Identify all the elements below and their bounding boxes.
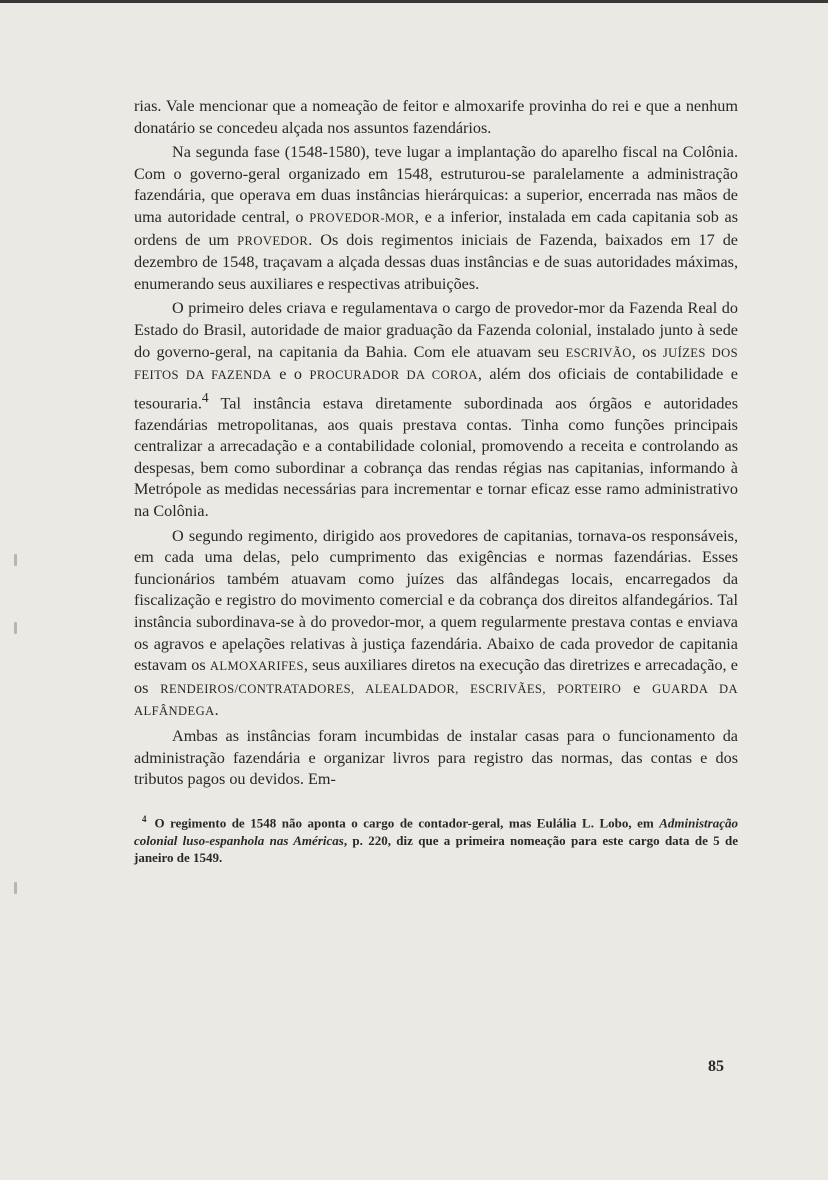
cited-work-title: Administração colonial luso-espanhola nas Américas — [134, 815, 738, 848]
scan-margin-mark — [14, 882, 17, 894]
scan-top-edge — [0, 0, 828, 3]
term-escrivao: ESCRIVÃO — [565, 345, 632, 360]
paragraph-2: Na segunda fase (1548-1580), teve lugar a implantação do aparelho fiscal na Colônia. Com o governo-geral organizado em 1548, estruturou-se paralelamente a administração fazendária, que operava em duas instâncias hierárquicas: a superior, encerrada nas mãos de uma autoridade central, o PROVEDOR-MOR, e a inferior, instalada em cada capitania sob as ordens de um PROVEDOR. Os dois regimentos iniciais de Fazenda, baixados em 17 de dezembro de 1548, traçavam a alçada dessas duas instâncias e de suas autoridades máximas, enumerando seus auxiliares e respectivas atribuições. — [134, 143, 739, 293]
footnote-marker: 4 — [142, 813, 147, 824]
term-provedor: PROVEDOR — [237, 233, 309, 248]
footnote: $^4$ O regimento de 1548 não aponta o cargo de contador-geral, mas Eulália L. Lobo, em Administração colonial luso-espanhola nas Américas, p. 220, diz que a primeira nomeação para este cargo data de 5 de janeiro de 1549. — [134, 813, 739, 866]
term-almoxarifes: ALMOXARIFES — [209, 659, 304, 674]
page-number: 85 — [708, 1058, 724, 1075]
footnote-reference: 4 — [201, 389, 209, 405]
term-provedor-mor: PROVEDOR-MOR — [309, 210, 415, 225]
scan-margin-mark — [14, 554, 17, 566]
paragraph-1: rias. Vale mencionar que a nomeação de feitor e almoxarife provinha do rei e que a nenhum donatário se concedeu alçada nos assuntos fazendários. — [134, 97, 738, 137]
term-rendeiros-contratadores: RENDEIROS/CONTRATADORES, ALEALDADOR, ESCRIVÃES, PORTEIRO — [160, 681, 622, 696]
paragraph-4: O segundo regimento, dirigido aos provedores de capitanias, tornava-os responsáveis, em cada uma delas, pelo cumprimento das exigências e normas fazendárias. Esses funcionários também atuavam como juízes das alfândegas locais, encarregados da fiscalização e registro do movimento comercial e da cobrança dos direitos alfandegários. Tal instância subordinava-se à do provedor-mor, a quem regularmente prestava contas e enviava os agravos e apelações relativas à justiça fazendária. Abaixo de cada provedor de capitania estavam os ALMOXARIFES, seus auxiliares diretos na execução das diretrizes e arrecadação, e os RENDEIROS/CONTRATADORES, ALEALDADOR, ESCRIVÃES, PORTEIRO e GUARDA DA ALFÂNDEGA. — [134, 526, 738, 720]
scan-margin-mark — [14, 622, 17, 634]
paragraph-3: O primeiro deles criava e regulamentava o cargo de provedor-mor da Fazenda Real do Estado do Brasil, autoridade de maior graduação da Fazenda colonial, instalado junto à sede do governo-geral, na capitania da Bahia. Com ele atuavam seu ESCRIVÃO, os JUÍZES DOS FEITOS DA FAZENDA e o PROCURADOR DA COROA, além dos oficiais de contabilidade e tesouraria.$^4$ Tal instância estava diretamente subordinada aos órgãos e autoridades fazendárias metropolitanas, aos quais prestava contas. Tinha como funções principais centralizar a arrecadação e a contabilidade colonial, promovendo a receita e controlando as despesas, bem como subordinar a cobrança das rendas régias nas capitanias, informando à Metrópole as medidas necessárias para incrementar e tornar eficaz esse ramo administrativo na Colônia. — [134, 299, 738, 521]
term-procurador-da-coroa: PROCURADOR DA COROA — [309, 368, 478, 383]
term-guarda-da-alfandega: GUARDA DA ALFÂNDEGA — [134, 681, 738, 719]
book-page — [134, 96, 738, 880]
paragraph-5: Ambas as instâncias foram incumbidas de instalar casas para o funcionamento da administração fazendária e organizar livros para registro das normas, das contas e dos tributos pagos ou devidos. Em- — [134, 727, 738, 789]
term-juizes-dos-feitos: JUÍZES DOS FEITOS DA FAZENDA — [134, 345, 738, 383]
